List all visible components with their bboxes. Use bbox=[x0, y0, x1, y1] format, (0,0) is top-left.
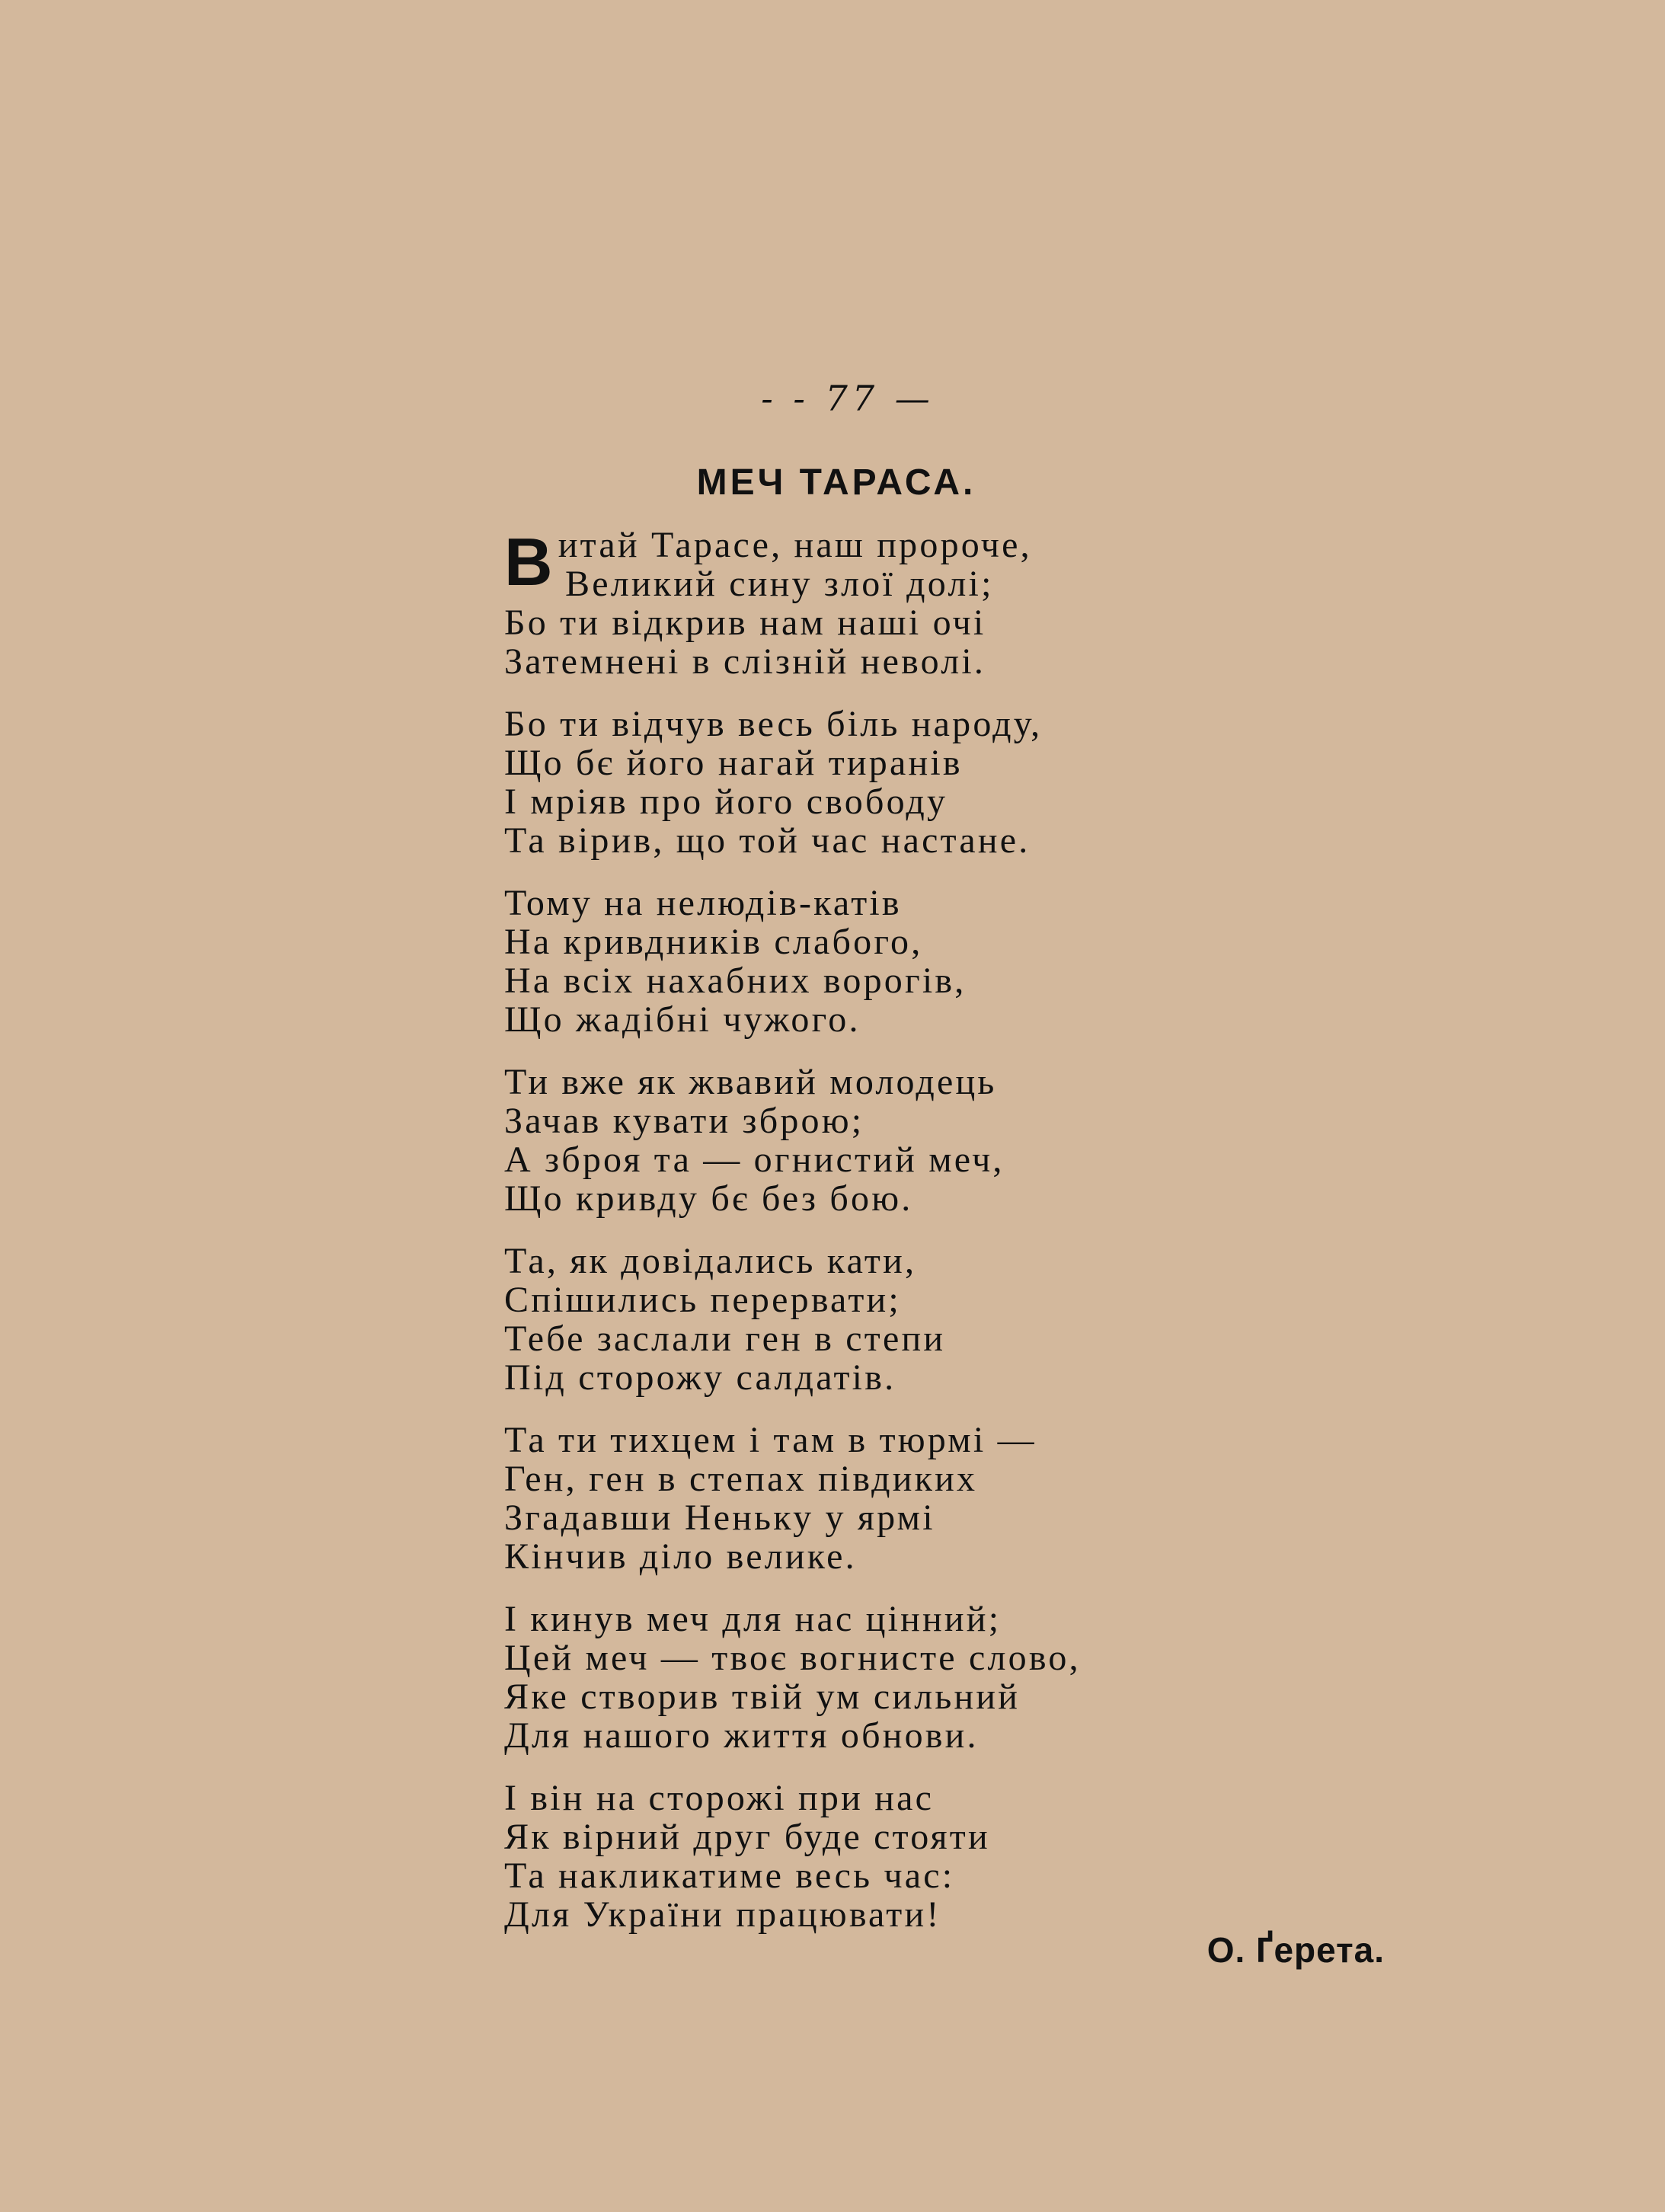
stanza-8 bbox=[504, 1779, 1081, 1934]
stanza-2 bbox=[504, 705, 1081, 860]
poem-line: Що жадібні чужого. bbox=[504, 999, 861, 1040]
poem-line: Для нашого життя обнови. bbox=[504, 1715, 979, 1756]
poem-body bbox=[504, 526, 1081, 1934]
stanza-7 bbox=[504, 1600, 1081, 1755]
poem-line: итай Тарасе, наш пророче, bbox=[558, 525, 1032, 565]
poem-line: Яке створив твій ум сильний bbox=[504, 1677, 1021, 1717]
stanza-3 bbox=[504, 884, 1081, 1039]
drop-cap: В bbox=[504, 524, 555, 599]
poem-line: Згадавши Неньку у ярмі bbox=[504, 1498, 935, 1538]
poem-line: А зброя та — огнистий меч, bbox=[504, 1140, 1005, 1180]
poem-line: Тебе заслали ген в степи bbox=[504, 1319, 946, 1359]
poem-line: І він на сторожі при нас bbox=[504, 1778, 935, 1818]
poem-line: І мріяв про його свободу bbox=[504, 782, 948, 822]
stanza-5 bbox=[504, 1242, 1081, 1397]
page-number: - - 77 — bbox=[761, 378, 935, 419]
stanza-4 bbox=[504, 1063, 1081, 1218]
poem-line: Спішились перервати; bbox=[504, 1280, 901, 1320]
stanza-1 bbox=[504, 526, 1081, 681]
poem-line: Та вірив, що той час настане. bbox=[504, 820, 1031, 861]
poem-line: Цей меч — твоє вогнисте слово, bbox=[504, 1638, 1081, 1678]
poem-line: І кинув меч для нас цінний; bbox=[504, 1599, 1002, 1639]
poem-line: Бо ти відчув весь біль народу, bbox=[504, 704, 1043, 744]
poem-line: На всіх нахабних ворогів, bbox=[504, 961, 967, 1001]
poem-line: Ти вже як жвавий молодець bbox=[504, 1062, 997, 1102]
poem-line: Кінчив діло велике. bbox=[504, 1536, 857, 1577]
poem-line: Для України працювати! bbox=[504, 1894, 941, 1935]
poem-line: Тому на нелюдів-катів bbox=[504, 883, 902, 923]
stanza-6 bbox=[504, 1421, 1081, 1576]
poem-title: МЕЧ ТАРАСА. bbox=[696, 462, 976, 503]
poem-line: Під сторожу салдатів. bbox=[504, 1357, 896, 1398]
poem-line: Що бє його нагай тиранів bbox=[504, 743, 963, 783]
poem-line: Зачав кувати зброю; bbox=[504, 1101, 864, 1141]
poem-line: Що кривду бє без бою. bbox=[504, 1178, 913, 1219]
poem-line: Як вірний друг буде стояти bbox=[504, 1817, 990, 1857]
poem-line: Та, як довідались кати, bbox=[504, 1241, 917, 1281]
poem-line: Та накликатиме весь час: bbox=[504, 1856, 955, 1896]
poem-line: Затемнені в слізній неволі. bbox=[504, 641, 986, 682]
poem-line: Великий сину злої долі; bbox=[565, 564, 994, 604]
poem-line: Ген, ген в степах півдиких bbox=[504, 1459, 978, 1499]
poem-line: Та ти тихцем і там в тюрмі — bbox=[504, 1420, 1037, 1460]
poem-line: Бо ти відкрив нам наші очі bbox=[504, 603, 986, 643]
author-signature: О. Ґерета. bbox=[1206, 1930, 1385, 1970]
poem-line: На кривдників слабого, bbox=[504, 922, 923, 962]
